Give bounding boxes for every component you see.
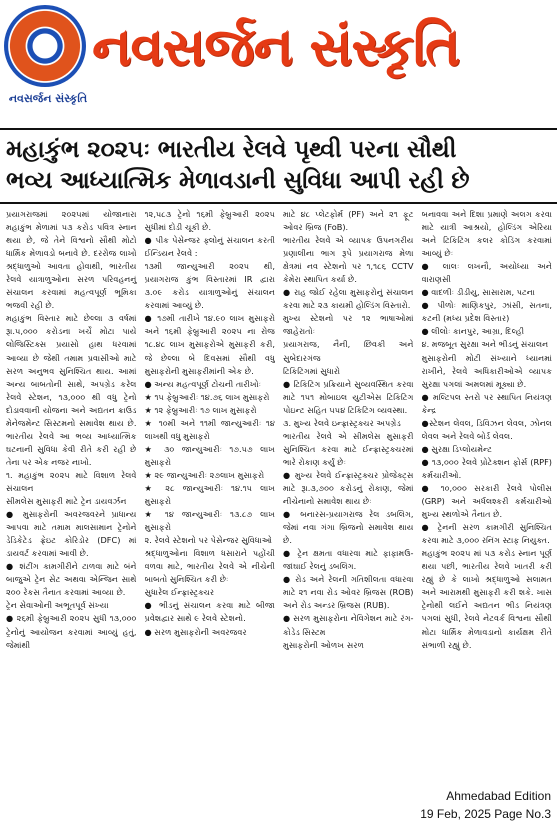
article-paragraph: માટે ૪૮ પ્લેટફોર્મ (PF) અને ૨૧ ફૂટ ઓવર બ્રિજ (FoB). [283,209,414,233]
article-paragraph: પ્રયાગરાજમાં ૨૦૨૫માં યોજાનારા મહાકુંભ મેળામાં ૫૩ કરોડ પવિત્ર સ્નાન થયા છે, જે તેને વિશ્વનો સૌથી મોટો ધાર્મિક મેળાવડો બનાવે છે. દરરોજ લાખો શ્રદ્ધાળુઓ આવતા હોવાથી, ભારતીય રેલવે યાત્રાળુઓના સરળ પરિવહનનું સંચાલન કરવામાં મહત્વપૂર્ણ ભૂમિકા ભજવી રહી છે. [6,209,137,311]
article-paragraph: ★ ૧૫ ફેબ્રુઆરીઃ ૧૪.૭૬ લાખ મુસાફરો [144,391,270,402]
logo-caption: નવસર્જન સંસ્કૃતિ [8,92,88,105]
chakra-logo-icon [4,5,86,87]
article-paragraph: ● ટ્રેન ક્ષમતા વધારવા માટે ફાફામઉ-જાંઘાઈ રેલનું ડબલિંગ. [283,548,414,572]
article-paragraph: ભારતીય રેલવે એ વ્યાપક ઉપનગરીય પ્રણાલીના ભાગ રૂપે પ્રયાગરાજ મેળા ક્ષેત્રમાં નવ સ્ટેશનો પર ૧,૧૮૬ CCTV કેમેરા સ્થાપિત કર્યા છે. [283,235,414,285]
article-paragraph: ★ ૨૮ જાન્યુઆરીઃ ૧૪.૧૫ લાખ મુસાફરો [144,482,275,507]
article-paragraph: ● ૧૦,૦૦૦ સરકારી રેલવે પોલીસ (GRP) અને અર્ધલશ્કરી કર્મચારીઓ મુખ્ય સ્થળોએ તૈનાત છે. [421,482,552,520]
article-paragraph: ★ ૨૯ જાન્યુઆરીઃ ૨૭લાખ મુસાફરો [144,469,265,480]
article-paragraph: ● બનારસ-પ્રયાગરાજ રેલ ડબલિંગ, જેમાં નવા ગંગા બ્રિજનો સમાવેશ થાય છે. [283,509,414,546]
article-paragraph: મુસાફરોની ઓળખ સરળ [283,639,364,650]
article-paragraph: ● રોડ અને રેલની ગતિશીલતા વધારવા માટે ૨૧ નવા રોડ ઓવર બ્રિજસ (ROB) અને રોડ અન્ડર બ્રિજસ (RUB). [283,574,414,611]
article-column-1 [6,208,137,783]
article-paragraph: ● ટિકિટિંગ પ્રક્રિયાને સુવ્યવસ્થિત કરવા માટે ૧૫૧ મોબાઇલ યુટીએસ ટિકિટિંગ પોઇન્ટ સહિત ૫૫૪ ટિકિટિંગ વ્યવસ્થા. [283,378,414,415]
article-paragraph: ★ ૧૪ જાન્યુઆરીઃ ૧૩.૮૭ લાખ મુસાફરો [144,509,275,533]
article-paragraph: ● ૨૬મી ફેબ્રુઆરી ૨૦૨૫ સુધી ૧૩,૦૦૦ ટ્રેનોનું આયોજન કરવામાં આવ્યું હતું, જેમાંથી [6,613,137,650]
headline-line-1: મહાકુંભ ૨૦૨૫ઃ ભારતીય રેલવે પૃથ્વી પરના સૌથી [6,135,457,163]
article-paragraph: ● સુરક્ષા ડિપ્લોયમેન્ટ [421,443,493,454]
article-paragraph: ● અન્ય મહત્વપૂર્ણ ટોચની તારીખોઃ [144,378,262,389]
article-paragraph: બનાવવા અને દિશા પ્રમાણે અલગ કરવા માટે યાત્રી આશ્રયો, હોલ્ડિંગ એરિયા અને ટિકિટિંગ કલર કોડિંગ કરવામાં આવ્યું છેઃ [421,209,552,259]
article-paragraph: મુસાફરોની મોટી સંખ્યાને ધ્યાનમાં રાખીને, રેલવે અધિકારીઓએ વ્યાપક સુરક્ષા પગલાં અમલમાં મૂક્યા છે. [421,352,552,389]
article-paragraph: ● ભીડનું સંચાલન કરવા માટે બીજા પ્રવેશદ્વાર સાથે ૯ રેલવે સ્ટેશનો. [144,600,275,624]
article-headline [6,134,554,196]
headline-line-2: ભવ્ય આધ્યાત્મિક મેળાવડાની સુવિધા આપી રહી છે [6,166,470,194]
article-paragraph: ટ્રેન સેવાઓની અભૂતપૂર્વ સંખ્યા [6,600,109,611]
article-paragraph: મહાકુંભ ૨૦૨૫ માં ૫૩ કરોડ સ્નાન પૂર્ણ થયા પછી, ભારતીય રેલવે ખાતરી કરી રહ્યું છે કે લાખો શ્રદ્ધાળુઓ સલામત અને આરામથી મુસાફરી કરી શકે. ખાસ ટ્રેનોથી લઈને અદ્યતન ભીડ નિયંત્રણ પગલાં સુધી, રેલવે નેટવર્ક વિશ્વના સૌથી મોટા ધાર્મિક મેળાવડાનો કાર્યક્ષમ રીતે સંભાળી રહ્યું છે. [421,548,552,650]
article-paragraph: ● મલ્ટિપલ સ્તરો પર સ્થાપિત નિયંત્રણ કેન્દ્ર [421,391,552,415]
article-paragraph: ★ ૧૨ ફેબ્રુઆરીઃ ૧૭ લાખ મુસાફરો [144,404,257,415]
newspaper-title: નવસર્જન સંસ્કૃતિ [92,17,460,78]
article-column-2 [145,208,276,783]
article-column-4 [422,208,553,783]
article-paragraph: ● લાલઃ લખનૌ, અયોધ્યા અને વારાણસી [421,261,552,285]
article-paragraph: ● મુખ્ય રેલવે ઈન્ફ્રાસ્ટ્રક્ચર પ્રોજેક્ટ્સ માટે રૂા.૩,૭૦૦ કરોડનું રોકાણ, જેમાં નીચેનાનો સમાવેશ થાય છેઃ [283,469,414,507]
article-paragraph: ● ૧૩,૦૦૦ રેલવે પ્રોટેક્શન ફોર્સ (RPF) કર્મચારીઓ. [421,456,552,480]
article-paragraph: ટિકિટિંગમાં સુધારો [283,365,341,376]
article-paragraph: ● લીલોઃ કાનપુર, આગ્રા, દિલ્હી [421,326,525,337]
article-paragraph: ● મુસાફરોની અવરજવરને પ્રાધાન્ય આપવા માટે તમામ માલસામાન ટ્રેનોને ડેડિકેટેડ ફ્રેઇટ કોરિડોર (DFC) માં ડાયવર્ટ કરવામાં આવી છે. [6,509,137,559]
article-paragraph: શ્રદ્ધાળુઓના વિશાળ ધસારાને પહોંચી વળવા માટે, ભારતીય રેલવે એ નીચેની બાબતો સુનિશ્ચિત કરી છેઃ [144,548,275,585]
article-paragraph: ૧. મહાકુંભ ૨૦૨૫ માટે વિશાળ રેલવે સંચાલન [6,469,137,493]
article-paragraph: ★ ૧૦મી અને ૧૧મી જાન્યુઆરીઃ ૧૪ લાખથી વધુ મુસાફરો [144,417,275,441]
article-paragraph: સીમલેસ મુસાફરી માટે ટ્રેન ડાયવર્ઝન [6,496,127,507]
article-paragraph: મુખ્ય સ્ટેશનો પર ૧૨ ભાષાઓમાં જાહેરાતોઃ [283,313,414,337]
article-paragraph: ● રાહ જોઈ રહેલા મુસાફરોનું સંચાલન કરવા માટે ૨૩ કાયમી હોલ્ડિંગ વિસ્તારો. [283,287,414,311]
article-paragraph: ● પીક પેસેન્જર ફ્લોનું સંચાલન કરતી ઈન્ડિયન રેલવે : [144,235,275,259]
article-paragraph: પ્રયાગરાજ, નૈની, છિવકી અને સુબેદારગંજ [283,339,414,363]
header-divider [0,128,557,130]
article-column-3 [283,208,414,783]
article-paragraph: ● સરળ મુસાફરોની અવરજવર [144,626,247,637]
article-paragraph: ● ૧૭મી તારીખે ૧૪.૯૦ લાખ મુસાફરો અને ૧૬મી ફેબ્રુઆરી ૨૦૨૫ ના રોજ ૧૮.૪૮ લાખ મુસાફરોએ મુસાફરી કરી, જે છેલ્લા બે દિવસમાં સૌથી વધુ મુસાફરોની મુસાફરીમાંની એક છે. [144,313,275,376]
article-paragraph: ★ ૩૦ જાન્યુઆરીઃ ૧૭.૫૭ લાખ મુસાફરો [144,443,275,467]
article-body [6,208,552,783]
article-paragraph: ૧૩મી જાન્યુઆરી ૨૦૨૫ થી, પ્રયાગરાજ કુંભ વિસ્તારમાં IR દ્વારા ૩.૦૯ કરોડ યાત્રાળુઓનું સંચાલન કરવામાં આવ્યું છે. [144,261,275,311]
article-paragraph: ● સરળ મુસાફરોના નેવિગેશન માટે રંગ-કોડેડ સિસ્ટમ [283,613,414,637]
article-paragraph: ●સ્ટેશન લેવલ, ડિવિઝન લેવલ, ઝોનલ લેવલ અને રેલવે બોર્ડ લેવલ. [421,417,552,441]
masthead [0,0,557,128]
article-paragraph: ભારતીય રેલવે એ સીમલેસ મુસાફરી સુનિશ્ચિત કરવા માટે ઈન્ફ્રાસ્ટ્રક્ચરમાં ભારે રોકાણ કર્યું છેઃ [283,430,414,467]
article-paragraph: ૩. મુખ્ય રેલવે ઇન્ફ્રાસ્ટ્રક્ચર અપગ્રેડ [283,417,401,428]
edition-name: Ahmedabad Edition [446,789,551,803]
headline-divider [0,202,557,204]
article-paragraph: ● ટ્રેનની સરળ કામગીરી સુનિશ્ચિત કરવા માટે ૩,૦૦૦ રનિંગ સ્ટાફ નિયુક્ત. [421,522,552,546]
article-paragraph: ● શંટીંગ કામગીરીને ટાળવા માટે બંને બાજુએ ટ્રેન સેટ અથવા એન્જિન સાથે ૨૦૦ રેકસ તૈનાત કરવામાં આવ્યા છે. [6,561,137,598]
article-paragraph: ૪. મજબૂત સુરક્ષા અને ભીડનું સંચાલન [421,339,549,350]
article-paragraph: મહાકુંભ વિસ્તાર માટે છેલ્લા ૩ વર્ષમાં રૂા.૫,૦૦૦ કરોડના ખર્ચે મોટા પાયે લોજિસ્ટિક્સ પ્રયાસો હાથ ધરવામાં આવ્યા છે જેથી તમામ પ્રવાસીઓ માટે સરળ અનુભવ સુનિશ્ચિત થાય. આમાં અન્ય બાબતોની સાથે, અપગ્રેડ કરેલ રેલવે સ્ટેશન, ૧૩,૦૦૦ થી વધુ ટ્રેનો દોડાવવાની યોજના અને અદ્યતન ક્રાઉડ મેનેજમેન્ટ સિસ્ટમનો સમાવેશ થાય છે. ભારતીય રેલવે આ ભવ્ય આધ્યાત્મિક ઘટનાની સુવિધા કેવી રીતે કરી રહી છે તેના પર એક નજર નાખો. [6,313,137,467]
article-paragraph: ૧૨,૫૮૩ ટ્રેનો ૧૬મી ફેબ્રુઆરી ૨૦૨૫ સુધીમાં દોડી ચૂકી છે. [144,209,275,233]
article-paragraph: સુધારેલ ઈન્ફ્રાસ્ટ્રક્ચર [144,587,215,598]
article-paragraph: ● વાદળીઃ ડીડીયુ, સાસારામ, પટના [421,287,535,298]
edition-date-page: 19 Feb, 2025 Page No.3 [420,807,551,821]
edition-info [420,787,551,823]
article-paragraph: ૨. રેલવે સ્ટેશનો પર પેસેન્જર સુવિધાઓ [144,535,273,546]
article-paragraph: ● પીળોઃ માણિકપુર, ઝાંસી, સતના, કટની (મધ્ય પ્રદેશ વિસ્તાર) [421,300,552,324]
